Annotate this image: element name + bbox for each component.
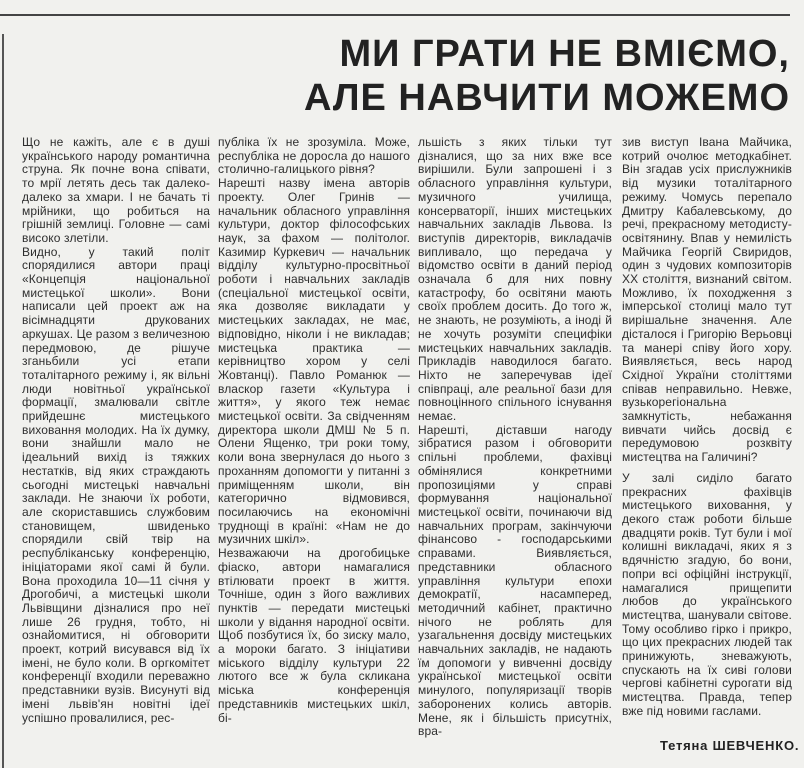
paragraph: Нарешті, діставши нагоду зібратися разом і обговорити спільні проблеми, фахівці обмінялися конкретними пропозиціями у справі формування національної мистецької освіти, починаючи від навчальних програм, закінчуючи фінансово - господарськими справами. Виявляється, представники обласного управління культури епохи демократії, насамперед, методичний кабінет, практично нічого не роблять для узагальнення досвіду мистецьких навчальних закладів, не надають їм допомоги у вивченні досвіду української мистецької освіти минулого, популяризації творів заборонених колись авторів. Мене, як і більшість присутніх, вра- — [418, 422, 612, 739]
left-rule — [2, 34, 4, 768]
top-rule — [0, 14, 790, 16]
paragraph: Нарешті назву імена авторів проекту. Олег Гринів — начальник обласного управління культури, доктор філософських наук, за фахом — політолог. Казимир Куркевич — начальник відділу культурно-просвітньої роботи і навчальних закладів (спеціальної мистецької освіти, яка дозволяє викладати у мистецьких закладах, не має, відповідно, ніколи і не викладав; мистецька практика — керівництво хором у селі Жовтанці). Павло Романюк — власкор газети «Культура і життя», у якого теж немає мистецької освіти. За свідченням директора школи ДМШ № 5 п. Олени Ященко, три роки тому, коли вона звернулася до нього з проханням допомогти у питанні з приміщенням школи, він категорично відмовився, посилаючись на економічні труднощі в країні: «Нам не до музичних шкіл». — [218, 176, 410, 547]
paragraph: зив виступ Івана Майчика, котрий очолює методкабінет. Він згадав усіх прислужників від музики тоталітарного режиму. Чомусь перепало Дмитру Кабалевському, до речі, прекрасному методисту-освітянину. Впав у немилість Майчика Георгій Свиридов, один з чудових композиторів XX століття, визнаний світом. Можливо, їх походження з імперської столиці мало тут вирішальне значення. Але дісталося і Григорію Верьовці та манері співу його хору. Виявляється, весь народ Східної України століттями співав неправильно. Невже, вузькорегіональна замкнутість, небажання вивчати чийсь досвід є передумовою розквіту мистецтва на Галичині? — [622, 135, 792, 465]
article-column-1 — [22, 136, 210, 725]
paragraph: публіка їх не зрозуміла. Може, республіка не доросла до нашого столично-галицького рівня? — [218, 135, 410, 177]
paragraph: Що не кажіть, але є в душі українського народу романтична струна. Як почне вона співати, то мрії летять десь так далеко-далеко за хмари. І не бачать ті мрійники, що робиться на грішній землиці. Головне — самі високо злетіли. — [22, 135, 210, 245]
article-headline — [304, 32, 790, 120]
article-column-2 — [218, 136, 410, 725]
paragraph: Незважаючи на дрогобицьке фіаско, автори намагалися втілювати проект в життя. Точніше, один з його важливих пунктів — передати мистецькі школи у відання народної освіти. Щоб позбутися їх, бо зиску мало, а мороки багато. З ініціативи міського відділу культури 22 лютого все ж була скликана міська конференція представників мистецьких шкіл, бі- — [218, 546, 410, 725]
headline-line-2: АЛЕ НАВЧИТИ МОЖЕМО — [303, 77, 790, 119]
paragraph: Видно, у такий політ спорядилися автори праці «Концепція національної мистецької школи». Вони написали цей проект аж на вісімнадцяти друкованих аркушах. Це разом з величезною передмовою, де рішуче зганьбили усі етапи тоталітарного режиму і, як вільні люди новітньої української формації, змалювали світле прийдешнє мистецького виховання молодих. На їх думку, вони знайшли мало не ідеальний вихід із тяжких нестатків, від яких страждають сьогодні мистецькі навчальні заклади. Не знаючи їх роботи, але скориставшись службовим становищем, швиденько спорядили свій твір на республіканську конференцію, ініціаторами якої самі й були. Вона проходила 10—11 січня у Дрогобичі, а мистецькі школи Львівщини дізналися про неї лише 26 грудня, тобто, ні ознайомитися, ні обговорити проект, котрий висувався від їх імені, не було коли. В оргкомітет конференції входили переважно представники вузів. Висунуті від імені львів'ян новітні ідеї успішно провалилися, рес- — [22, 244, 210, 725]
article-column-3 — [418, 136, 612, 739]
headline-line-1: МИ ГРАТИ НЕ ВМІЄМО, — [339, 33, 790, 75]
article-column-4 — [622, 136, 792, 719]
paragraph: льшість з яких тільки тут дізналися, що за них вже все вирішили. Були запрошені і з обласного управління культури, музичного училища, консерваторії, інших мистецьких навчальних закладів Львова. Із виступів директорів, викладачів випливало, що передача у відомство освіти в даний період означала б для них повну катастрофу, бо освітяни мають своїх проблем досить. До того ж, не знають, не розуміють, а іноді й не хочуть розуміти специфіки мистецьких навчальних закладів. Прикладів наводилося багато. Ніхто не заперечував ідеї співпраці, але реальної бази для повноцінного спільного існування немає. — [418, 135, 612, 424]
paragraph: У залі сиділо багато прекрасних фахівців мистецького виховання, у декого стаж роботи більше двадцяти років. Тут були і мої колишні викладачі, яких я з вдячністю згадую, бо вони, попри всі офіційні інструкції, намагалися прищепити любов до українського мистецтва, шанували світове. Тому особливо гірко і прикро, що цих прекрасних людей так принижують, зневажують, спускають на їх сиві голови чергові кабінетні сурогати від мистецтва. Правда, тепер вже під новими гаслами. — [622, 470, 792, 718]
author-signature: Тетяна ШЕВЧЕНКО. — [660, 738, 800, 753]
